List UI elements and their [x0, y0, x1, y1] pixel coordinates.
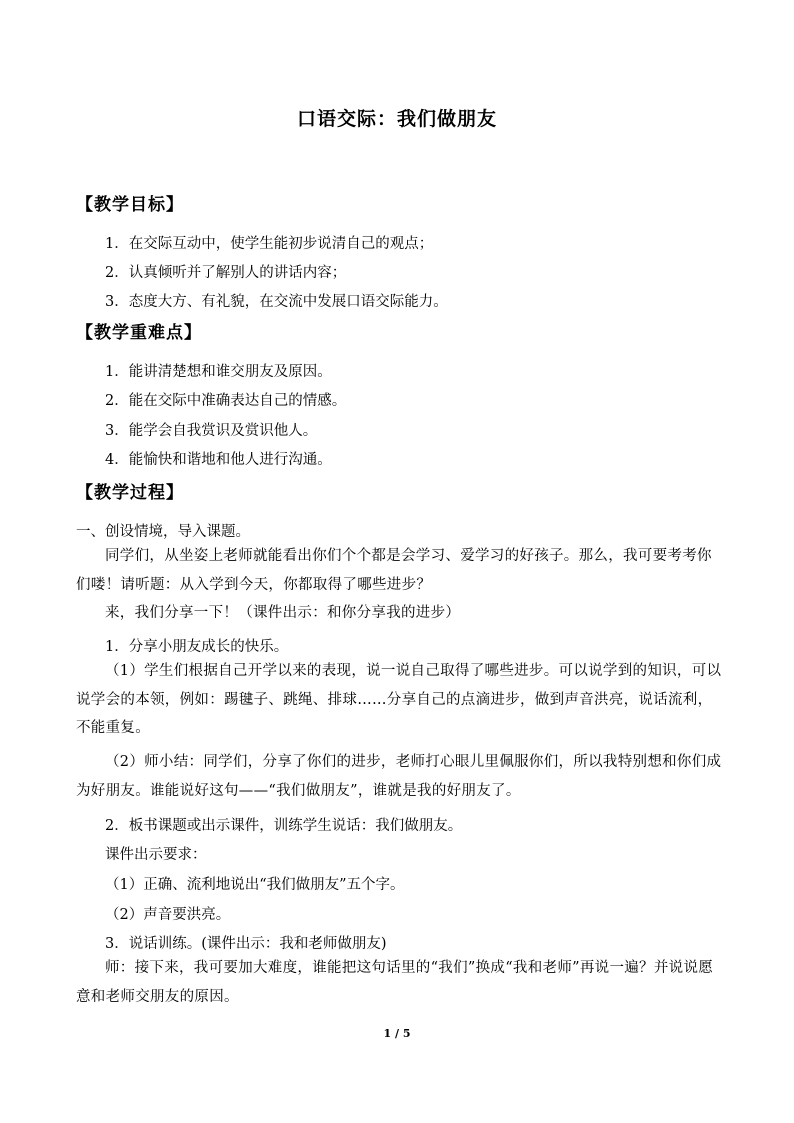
requirement-item: （2）声音要洪亮。 — [105, 907, 231, 923]
section-heading-process: 【教学过程】 — [76, 483, 184, 503]
sub-step-3: 3．说话训练。(课件出示：我和老师做朋友) — [105, 936, 387, 952]
goal-item: 1．在交际互动中，使学生能初步说清自己的观点； — [105, 236, 434, 252]
sub-step-2: 2．板书课题或出示课件，训练学生说话：我们做朋友。 — [105, 818, 463, 834]
goal-item: 3．态度大方、有礼貌，在交流中发展口语交际能力。 — [105, 294, 448, 310]
paragraph: 师：接下来，我可要加大难度，谁能把这句话里的“我们”换成“我和老师”再说一遍？并说说愿意和老师交朋友的原因。 — [76, 960, 714, 1005]
page-number: 1 / 5 — [383, 1027, 411, 1040]
goal-item: 2．认真倾听并了解别人的讲话内容； — [105, 265, 347, 281]
paragraph: （1）学生们根据自己开学以来的表现，说一说自己取得了哪些进步。可以说学到的知识，可以说学会的本领，例如：踢毽子、跳绳、排球……分享自己的点滴进步，做到声音洪亮，说话流利，不能重复。 — [76, 663, 722, 736]
keypoint-item: 2．能在交际中准确表达自己的情感。 — [105, 393, 347, 409]
section-heading-goals: 【教学目标】 — [76, 195, 184, 215]
keypoint-item: 3．能学会自我赏识及赏识他人。 — [105, 423, 318, 439]
sub-step-1: 1．分享小朋友成长的快乐。 — [105, 639, 289, 655]
page-title: 口语交际：我们做朋友 — [296, 108, 497, 130]
keypoint-item: 4．能愉快和谐地和他人进行沟通。 — [105, 452, 332, 468]
requirement-label: 课件出示要求： — [105, 847, 207, 863]
keypoint-item: 1．能讲清楚想和谁交朋友及原因。 — [105, 364, 332, 380]
paragraph: （2）师小结：同学们，分享了你们的进步，老师打心眼儿里佩服你们，所以我特别想和你们成为好朋友。谁能说好这句——“我们做朋友”，谁就是我的好朋友了。 — [76, 754, 722, 799]
section-heading-keypoints: 【教学重难点】 — [76, 323, 202, 343]
process-step-1: 一、创设情境，导入课题。 — [76, 524, 250, 540]
paragraph: 来，我们分享一下！（课件出示：和你分享我的进步） — [105, 605, 461, 621]
paragraph: 同学们，从坐姿上老师就能看出你们个个都是会学习、爱学习的好孩子。那么，我可要考考你们喽！请听题：从入学到今天，你都取得了哪些进步？ — [76, 548, 712, 593]
requirement-item: （1）正确、流利地说出“我们做朋友”五个字。 — [105, 877, 405, 893]
